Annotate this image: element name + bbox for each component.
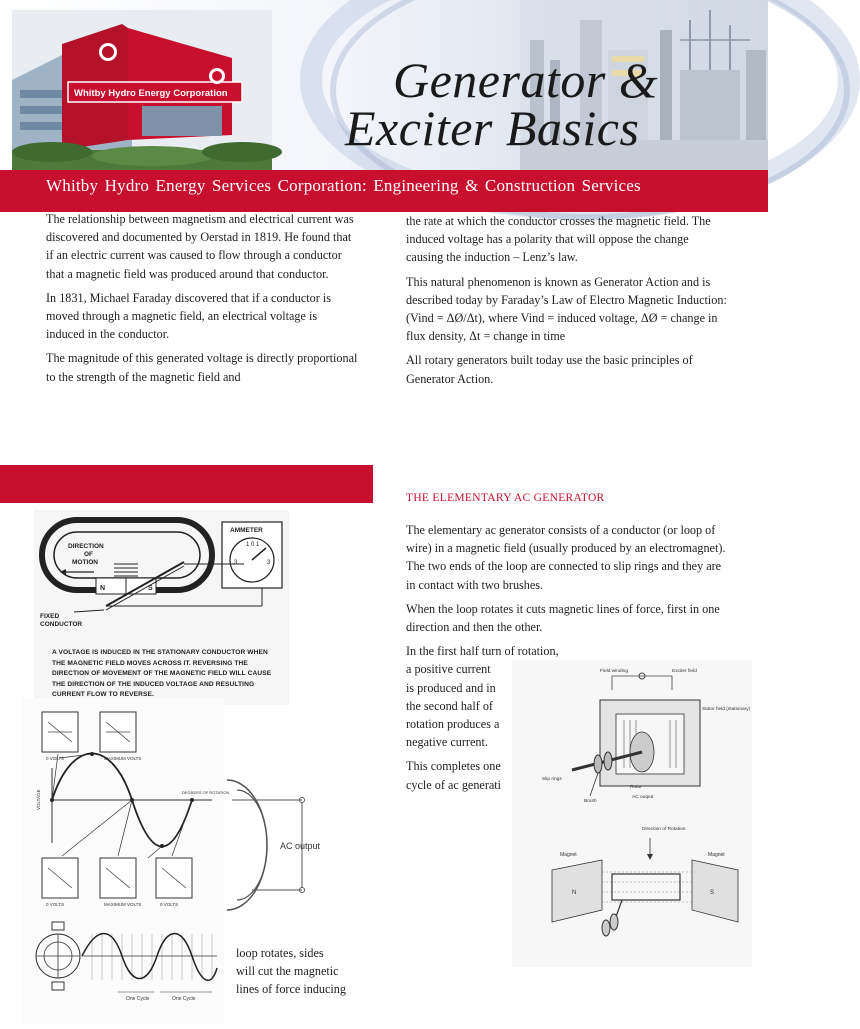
section-paragraph-3: In the first half turn of rotation, (406, 644, 559, 659)
section-red-bar (0, 465, 373, 503)
brush-label: Brush (584, 799, 597, 804)
svg-text:N: N (572, 890, 577, 896)
left-column (46, 210, 358, 392)
right-paragraph-1: the rate at which the conductor crosses the magnetic field. The induced voltage has a polarity that will oppose the change causing the induction – Lenz’s law. (406, 214, 711, 265)
left-paragraph-1: The relationship between magnetism and electrical current was discovered and documented by Oerstad in 1819. He found that if an electric current was caused to flow through a conductor that a magnetic field was produced around that conductor. (46, 212, 354, 281)
narrow-line-7: cycle of ac generati (406, 777, 502, 792)
narrow-line-5: negative current. (406, 735, 488, 750)
bottom-zero-volts: 0 VOLTS (46, 902, 65, 907)
narrow-line-1: a positive current (406, 662, 491, 677)
header-banner (0, 0, 768, 170)
field-winding-label: Field winding (600, 669, 628, 674)
section-heading: THE ELEMENTARY AC GENERATOR (406, 492, 605, 504)
svg-text:3: 3 (267, 560, 271, 566)
magnet-label-left: Magnet (560, 852, 577, 858)
generator-slip-ring-figure (512, 660, 752, 967)
text-fragment: lines of force inducing (236, 982, 346, 996)
slip-rings-label: Slip rings (542, 777, 562, 782)
ammeter-caption: A VOLTAGE IS INDUCED IN THE STATIONARY CONDUCTOR WHEN THE MAGNETIC FIELD MOVES ACROSS IT. REVERSING THE DIRECTION OF MOVEMENT OF THE MAGNETIC FIELD WILL CAUSE THE DIRECTION OF THE INDUCED VOLTAGE AND RESULTING CURRENT FLOW TO REVERSE. (52, 649, 272, 698)
narrow-line-6: This completes one (406, 759, 501, 774)
section-paragraph-2: When the loop rotates it cuts magnetic lines of force, first in one direction and then the other. (406, 601, 720, 635)
left-paragraph-2: In 1831, Michael Faraday discovered that if a conductor is moved through a magnetic field, an electrical voltage is induced in the conductor. (46, 290, 331, 342)
conductor-label: CONDUCTOR (40, 621, 83, 628)
rotor-label: Rotor (630, 785, 642, 790)
direction-rotation-label: Direction of Rotation (642, 827, 686, 832)
n-pole-label: N (100, 585, 106, 592)
building-image (12, 10, 272, 178)
svg-text:S: S (710, 890, 715, 896)
building-sign-text: Whitby Hydro Energy Corporation (74, 88, 228, 99)
ac-output-label: AC output (280, 841, 321, 851)
degrees-axis-label: DEGREES OF ROTATION (182, 790, 230, 795)
of-label: OF (84, 551, 94, 558)
ac-output-diagram (222, 770, 362, 920)
bottom-zero-volts-2: 0 VOLTS (160, 902, 179, 907)
narrow-line-4: rotation produces a (406, 717, 500, 732)
top-max-volts: MAXIMUM VOLTS (104, 756, 142, 761)
tagline-text: Whitby Hydro Energy Services Corporation: Engineering & Construction Services (46, 176, 641, 195)
svg-text:1 0 1: 1 0 1 (246, 542, 260, 548)
tagline-band (0, 170, 768, 212)
page-title (345, 52, 745, 156)
s-pole-label: S (148, 585, 153, 592)
exciter-field-label: Exciter field (672, 669, 697, 674)
ac-output-gen-label: AC output (632, 795, 654, 800)
section-paragraph-1: The elementary ac generator consists of a conductor (or loop of wire) in a magnetic field (usually produced by an electromagnet). The two ends of the loop are connected to slip rings and they are in contact with two brushes. (406, 523, 726, 592)
direction-label: DIRECTION (68, 543, 104, 550)
title-line-1: Generator & (393, 52, 659, 108)
one-cycle-label-1: One Cycle (126, 996, 150, 1002)
narrow-line-2: is produced and in (406, 680, 496, 695)
fixed-label: FIXED (40, 613, 60, 620)
induction-ammeter-figure (34, 510, 289, 705)
bottom-max-volts: MAXIMUM VOLTS (104, 902, 142, 907)
section-narrow-text (406, 660, 516, 793)
stator-field-label: Stator field (stationary) (702, 707, 751, 712)
right-paragraph-2: This natural phenomenon is known as Generator Action and is described today by Faraday’s Law of Electro Magnetic Induction: (Vind = ΔØ/Δt), where Vind = induced voltage, ΔØ = change in flux density, Δt = change in time (406, 274, 727, 344)
one-cycle-label-2: One Cycle (172, 996, 196, 1002)
text-fragment: will cut the magnetic (236, 964, 339, 978)
right-paragraph-3: All rotary generators built today use the basic principles of Generator Action. (406, 353, 693, 386)
motion-label: MOTION (72, 559, 98, 566)
svg-text:3: 3 (234, 560, 238, 566)
text-fragment: loop rotates, sides (236, 946, 324, 960)
title-line-2: Exciter Basics (345, 100, 640, 156)
ammeter-label: AMMETER (230, 527, 263, 534)
right-column (406, 212, 728, 394)
left-paragraph-3: The magnitude of this generated voltage is directly proportional to the strength of the magnetic field and (46, 351, 358, 384)
sine-wave-rotation-figure (22, 698, 230, 1024)
voltage-axis-label: VOLTAGE (36, 789, 41, 810)
narrow-line-3: the second half of (406, 698, 493, 713)
top-zero-volts: 0 VOLTS (46, 756, 65, 761)
magnet-label-right: Magnet (708, 852, 725, 858)
